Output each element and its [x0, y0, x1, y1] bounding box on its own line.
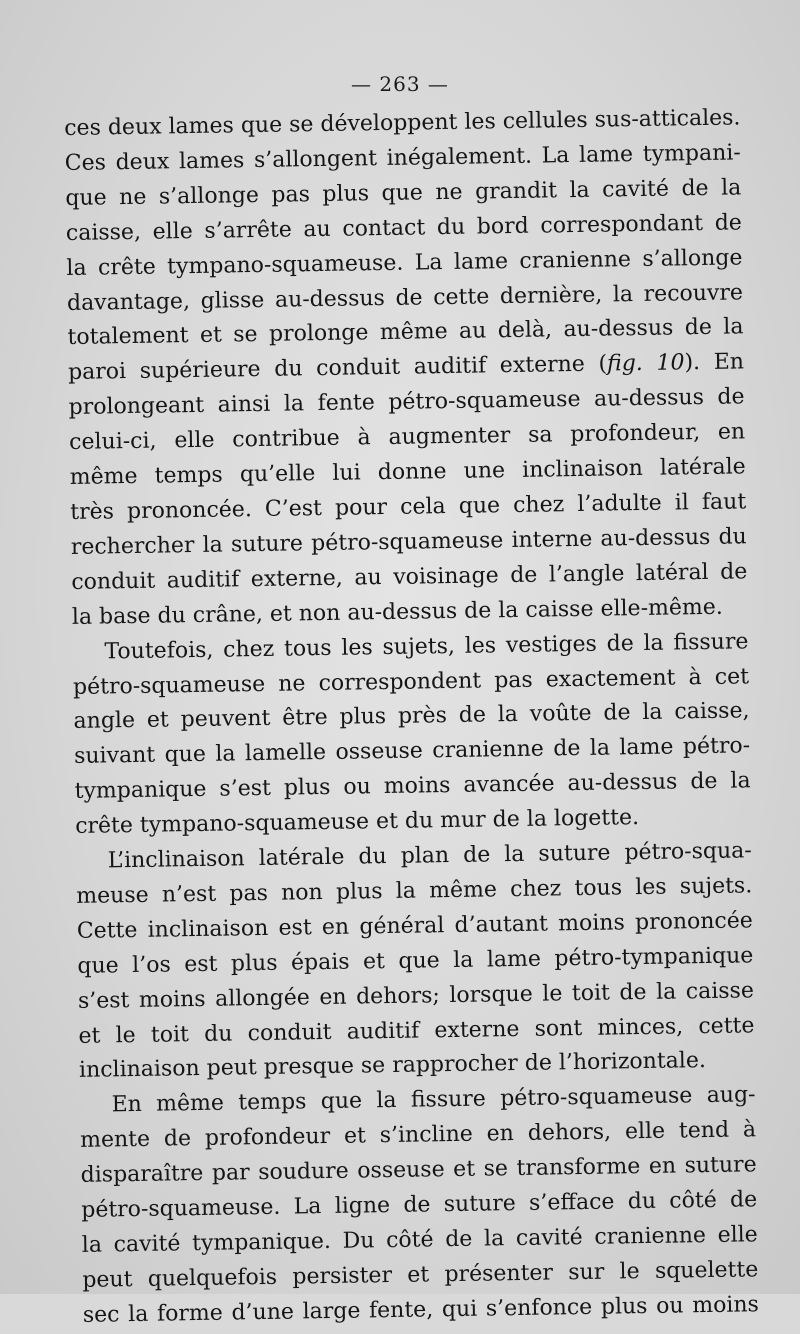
- text-line: celui-ci, elle contribue à augmenter sa profondeur, en: [68, 419, 746, 456]
- paragraph-3: [76, 834, 756, 1089]
- page-number: — 263 —: [351, 72, 449, 96]
- text-line: conduit auditif externe, au voisinage de l’angle latéral de: [71, 559, 748, 595]
- text-line: peut quelquefois persister et présenter sur le squelette: [82, 1257, 759, 1293]
- text-line: ces deux lames que se développent les cellules sus-atticales.: [64, 105, 741, 141]
- text-line: que ne s’allonge pas plus que ne grandit la cavité de la: [65, 175, 742, 211]
- text-line: crête tympano-squameuse et du mur de la logette.: [75, 805, 640, 840]
- text-line: s’est moins allongée en dehors; lorsque le toit de la caisse: [77, 977, 755, 1014]
- text-line: sec la forme d’une large fente, qui s’enfonce plus ou moins: [82, 1292, 760, 1328]
- text-line: Ces deux lames s’allongent inégalement. La lame tympani-: [64, 140, 741, 176]
- paragraph-2: [72, 625, 751, 845]
- text-line: inclinaison peut presque se rapprocher de l’horizontale.: [78, 1048, 707, 1084]
- text-line: pétro-squameuse ne correspondent pas exactement à cet: [72, 663, 750, 700]
- text-line: prolongeant ainsi la fente pétro-squameuse au-dessus de: [68, 384, 745, 421]
- paragraph-1: [64, 101, 748, 635]
- text-line: mente de profondeur et s’incline en dehors, elle tend à: [79, 1117, 757, 1154]
- figure-reference: fig. 10: [606, 350, 685, 377]
- text-line: Toutefois, chez tous les sujets, les vestiges de la fissure: [104, 628, 749, 665]
- text-line: très prononcée. C’est pour cela que chez l’adulte il faut: [70, 489, 747, 525]
- text-line: et le toit du conduit auditif externe sont minces, cette: [78, 1012, 755, 1049]
- text-line: meuse n’est pas non plus la même chez tous les sujets.: [76, 873, 753, 909]
- text-line: angle et peuvent être plus près de la voûte de la caisse,: [73, 698, 750, 735]
- text-line: totalement et se prolonge même au delà, au-dessus de la: [67, 314, 744, 351]
- text-line: pétro-squameuse. La ligne de suture s’efface du côté de: [81, 1187, 758, 1223]
- text-line: rechercher la suture pétro-squameuse interne au-dessus du: [70, 524, 747, 560]
- text-line: même temps qu’elle lui donne une inclinaison latérale: [69, 454, 746, 491]
- text-line: davantage, glisse au-dessus de cette dernière, la recouvre: [66, 279, 744, 316]
- text-line: la crête tympano-squameuse. La lame cranienne s’allonge: [66, 244, 743, 281]
- text-line: En même temps que la fissure pétro-squameuse aug-: [111, 1082, 756, 1118]
- body-text: [64, 101, 759, 1333]
- text-line: disparaître par soudure osseuse et se transforme en suture: [80, 1152, 757, 1189]
- text-line: caisse, elle s’arrête au contact du bord correspondant de: [65, 210, 743, 246]
- text-line: suivant que la lamelle osseuse cranienne de la lame pétro-: [73, 733, 751, 770]
- text-line: Cette inclinaison est en général d’autant moins prononcée: [76, 908, 753, 944]
- text-line: la cavité tympanique. Du côté de la cavité cranienne elle: [81, 1222, 758, 1258]
- text-line: L’inclinaison latérale du plan de la suture pétro-squa-: [107, 838, 752, 874]
- text-line: tympanique s’est plus ou moins avancée au-dessus de la: [74, 768, 751, 805]
- text-line: paroi supérieure du conduit auditif externe (fig. 10). En: [67, 349, 745, 386]
- text-line: que l’os est plus épais et que la lame pétro-tympanique: [77, 943, 754, 979]
- paragraph-4: [79, 1079, 759, 1334]
- text-line: la base du crâne, et non au-dessus de la caisse elle-même.: [71, 594, 723, 630]
